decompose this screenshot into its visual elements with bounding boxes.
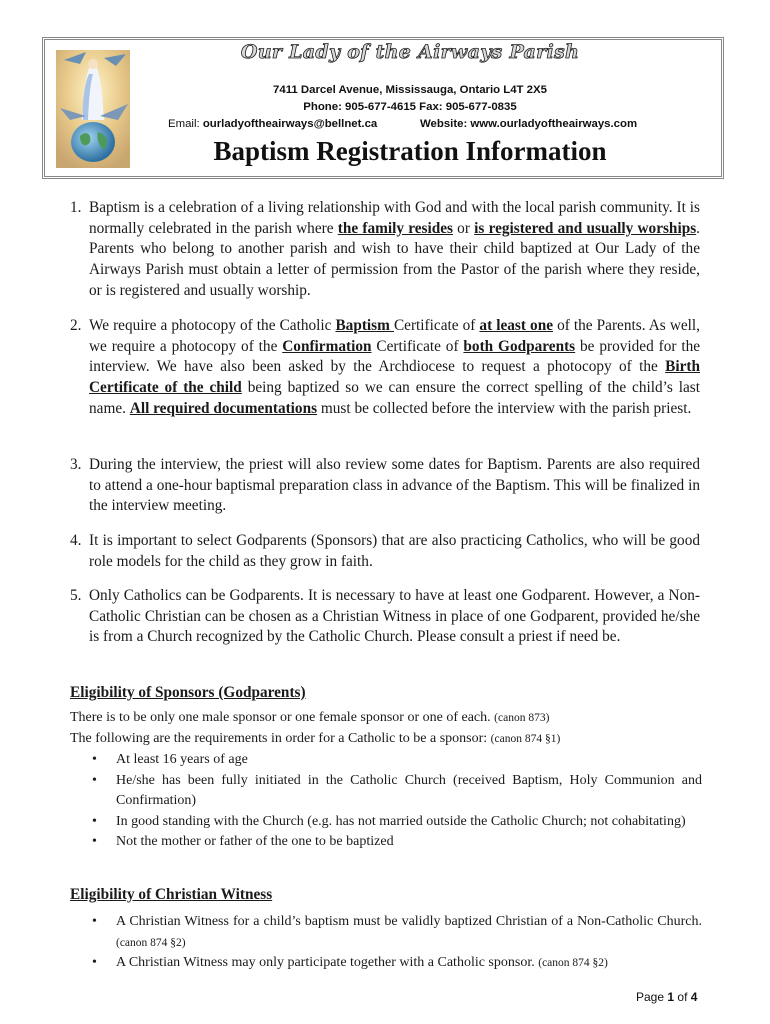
info-item-3 [70,455,700,517]
info-item-1 [70,198,700,302]
parish-logo-image [56,50,130,168]
list-item: • Not the mother or father of the one to be baptized [92,832,702,853]
item-number: 5. [70,587,82,604]
sponsors-line-2: The following are the requirements in order for a Catholic to be a sponsor: (canon 874 §1) [70,731,561,746]
list-item: • At least 16 years of age [92,750,702,771]
bullet-icon: • [92,914,97,929]
emphasis-required-documentations: All required documentations [129,399,318,417]
sponsor-requirements-list [92,750,702,853]
item-number: 3. [70,456,82,473]
list-item: • He/she has been fully initiated in the Catholic Church (received Baptism, Holy Communion and Confirmation) [92,772,702,808]
parish-email [168,118,377,130]
bullet-icon: • [92,955,97,970]
witness-heading: Eligibility of Christian Witness [70,886,273,903]
emphasis-at-least-one: at least one [479,317,553,334]
sponsors-line-1: There is to be only one male sponsor or one female sponsor or one of each. (canon 873) [70,710,550,725]
info-item-4 [70,531,700,572]
item-text: Only Catholics can be Godparents. It is necessary to have at least one Godparent. However, a Non-Catholic Christian can be chosen as a Christian Witness in place of one Godparent, provided he/she is from a Church recognized by the Catholic Church. Please consult a priest if need be. [89,587,700,646]
sponsors-heading: Eligibility of Sponsors (Godparents) [70,684,306,701]
list-item: • A Christian Witness may only participate together with a Catholic sponsor. (canon 874 §2) [92,953,702,974]
bullet-icon: • [92,752,97,767]
page-number: Page 1 of 4 [636,990,698,1004]
parish-address: 7411 Darcel Avenue, Mississauga, Ontario L4T 2X5 [273,84,547,96]
item-text: We require a photocopy of the Catholic Baptism Certificate of at least one of the Parents. As well, we require a photocopy of the Confirmation Certificate of both Godparents be provided for the interview. We have also been asked by the Archdiocese to request a photocopy of the Birth Certificate of the child being baptized so we can ensure the correct spelling of the child’s last name. All required documentations must be collected before the interview with the parish priest. [89,317,701,417]
item-text: Baptism is a celebration of a living relationship with God and with the local parish community. It is normally celebrated in the parish where the family resides or is registered and usually worships. Parents who belong to another parish and wish to have their child baptized at Our Lady of the Airways Parish must obtain a letter of permission from the Pastor of the parish where they reside, or is registered and usually worship. [89,199,700,299]
bullet-icon: • [92,834,97,849]
item-text: It is important to select Godparents (Sponsors) that are also practicing Catholics, who will be good role models for the child as they grow in faith. [89,532,700,570]
parish-website[interactable]: Website: www.ourladyoftheairways.com [420,118,638,130]
bullet-icon: • [92,772,97,788]
document-title: Baptism Registration Information [213,136,607,166]
info-item-5 [70,586,700,648]
email-address[interactable]: ourladyoftheairways@bellnet.ca [202,118,378,130]
list-item: • A Christian Witness for a child’s baptism must be validly baptized Christian of a Non-Catholic Church. (canon 874 §2) [92,914,702,949]
email-label: Email: [168,118,200,130]
emphasis-baptism: Baptism [335,317,394,334]
emphasis-confirmation: Confirmation [282,337,372,355]
canon-ref: (canon 874 §2) [116,936,186,949]
canon-ref: (canon 874 §1) [490,733,561,745]
item-number: 4. [70,532,82,549]
emphasis-family-resides: the family resides [337,219,453,237]
item-number: 2. [70,317,82,334]
emphasis-both-godparents: both Godparents [463,337,576,355]
canon-ref: (canon 873) [494,712,550,724]
item-number: 1. [70,199,82,216]
bullet-icon: • [92,813,97,829]
parish-name: Our Lady of the Airways Parish [240,41,580,63]
emphasis-registered-worships: is registered and usually worships [474,219,697,237]
item-text: During the interview, the priest will also review some dates for Baptism. Parents are also required to attend a one-hour baptismal preparation class in advance of the Baptism. This will be finalized in the interview meeting. [89,456,700,515]
witness-requirements-list [92,912,702,974]
emphasis-birth-certificate: Birth Certificate of the child [89,358,700,397]
canon-ref: (canon 874 §2) [538,957,608,969]
list-item: • In good standing with the Church (e.g. has not married outside the Catholic Church; not cohabitating) [92,812,702,833]
info-item-2 [70,316,700,420]
parish-phone-fax: Phone: 905-677-4615 Fax: 905-677-0835 [303,101,517,113]
